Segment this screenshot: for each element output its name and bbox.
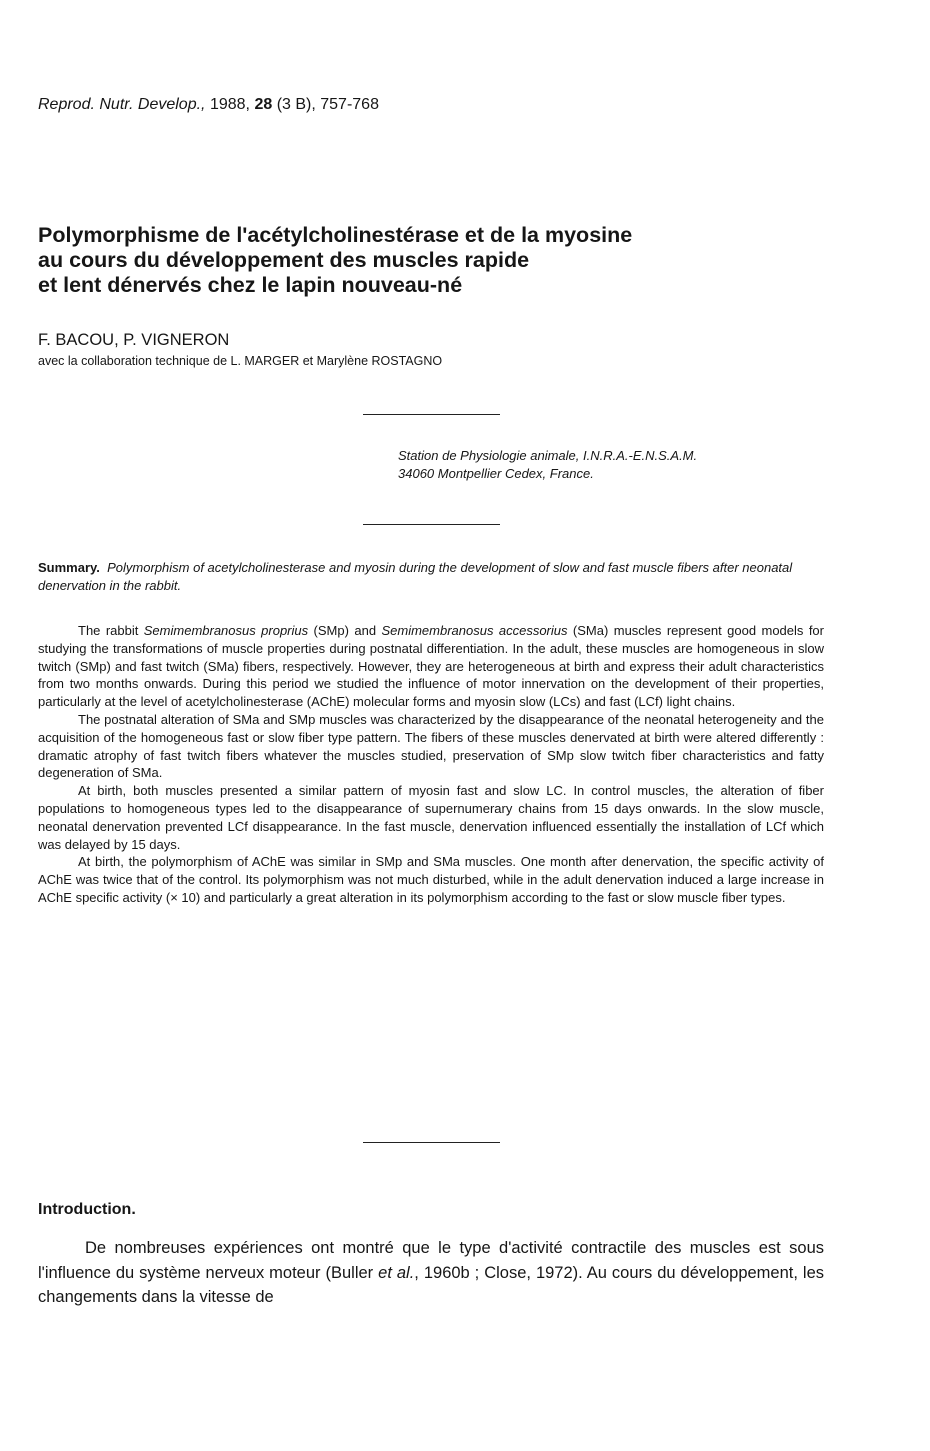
- title-line: et lent dénervés chez le lapin nouveau-né: [38, 273, 463, 297]
- intro-text: De nombreuses expériences ont montré que le type d'activité contractile des muscles est sous l'influence du système nerveux moteur (Buller: [38, 1239, 824, 1282]
- journal-issue-pages: (3 B), 757-768: [276, 96, 379, 113]
- muscle-name: Semimembranosus proprius: [143, 623, 309, 638]
- collaboration-note: avec la collaboration technique de L. MARGER et Marylène ROSTAGNO: [38, 354, 443, 368]
- abstract-text: (SMa) muscles represent good models for studying the transformations of muscle properties during postnatal differentiation. In the adult, these muscles are homogeneous in slow twitch (SMp) and fast twitch (SMa) fibers, respectively. However, they are heterogeneous at birth and express their adult characteristics from two months onwards. During this period we studied the influence of motor innervation on the development of their properties, particularly at the level of acetylcholinesterase (AChE) molecular forms and myosin slow (LCs) and fast (LCf) light chains.: [38, 623, 824, 710]
- article-title: [38, 223, 898, 298]
- introduction-paragraph: [38, 1236, 824, 1310]
- intro-text: , 1960b ; Close, 1972). Au cours du développement, les changements dans la vitesse de: [38, 1263, 824, 1306]
- title-line: au cours du développement des muscles rapide: [38, 248, 530, 272]
- authors: F. BACOU, P. VIGNERON: [38, 331, 230, 349]
- title-line: Polymorphisme de l'acétylcholinestérase et de la myosine: [38, 223, 633, 247]
- introduction-text: [38, 1236, 824, 1310]
- divider: [363, 414, 500, 415]
- citation-etal: et al.: [378, 1263, 415, 1282]
- abstract-text: (SMp) and: [308, 623, 382, 638]
- abstract-paragraph: At birth, both muscles presented a similar pattern of myosin fast and slow LC. In control muscles, the alteration of fiber populations to homogeneous types led to the disappearance of supernumerary chains from 15 days onwards. In the slow muscle, neonatal denervation prevented LCf disappearance. In the fast muscle, denervation influenced essentially the installation of LCf which was delayed by 15 days.: [38, 783, 824, 852]
- journal-year: 1988,: [209, 96, 250, 113]
- section-heading: Introduction.: [38, 1201, 136, 1218]
- affiliation-line: 34060 Montpellier Cedex, France.: [398, 466, 594, 481]
- abstract-paragraph: [38, 622, 824, 711]
- journal-name: Reprod. Nutr. Develop.,: [38, 96, 206, 113]
- journal-volume: 28: [254, 96, 273, 113]
- affiliation-line: Station de Physiologie animale, I.N.R.A.-E.N.S.A.M.: [398, 448, 698, 463]
- divider: [363, 1142, 500, 1143]
- summary-title: Polymorphism of acetylcholinesterase and myosin during the development of slow and fast muscle fibers after neonatal denervation in the rabbit.: [38, 560, 793, 593]
- abstract-paragraph: At birth, the polymorphism of AChE was similar in SMp and SMa muscles. One month after denervation, the specific activity of AChE was twice that of the control. Its polymorphism was not much disturbed, while in the adult denervation induced a large increase in AChE specific activity (× 10) and particularly a great alteration in its polymorphism according to the fast or slow muscle fiber types.: [38, 854, 824, 905]
- divider: [363, 524, 500, 525]
- summary-heading: [38, 559, 824, 595]
- abstract-text: The rabbit: [78, 623, 144, 638]
- muscle-name: Semimembranosus accessorius: [381, 623, 568, 638]
- summary-label: Summary.: [38, 560, 100, 575]
- abstract-paragraph: The postnatal alteration of SMa and SMp muscles was characterized by the disappearance of the neonatal heterogeneity and the acquisition of the homogeneous fast or slow fiber type pattern. The fibers of these muscles denervated at birth were altered differently : dramatic atrophy of fast twitch fibers whatever the muscles studied, preservation of SMp slow twitch fiber characteristics and fatty degeneration of SMa.: [38, 711, 824, 781]
- affiliation: [398, 447, 697, 483]
- journal-citation: [38, 96, 379, 114]
- abstract: [38, 622, 824, 907]
